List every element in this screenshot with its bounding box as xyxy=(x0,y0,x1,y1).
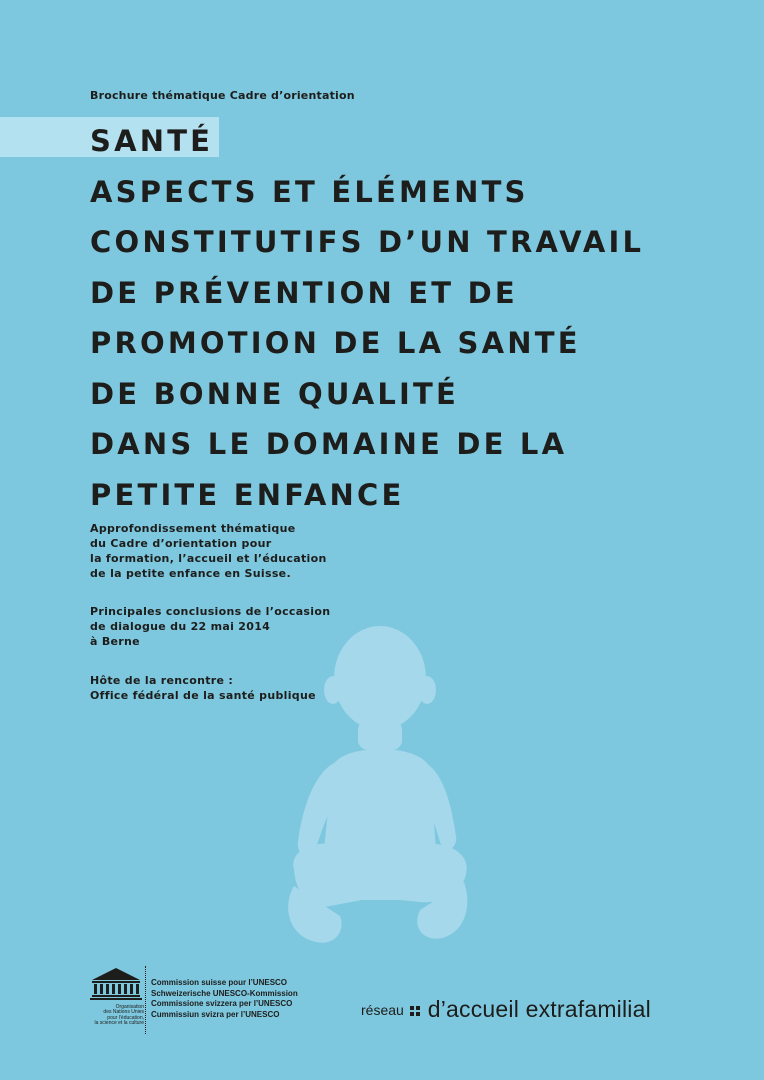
reseau-logo xyxy=(361,996,651,1023)
commission-line: Schweizerische UNESCO-Kommission xyxy=(151,988,298,998)
unesco-caption-line: la science et la culture xyxy=(94,1020,144,1027)
title-line: PETITE ENFANCE xyxy=(90,477,405,512)
unesco-caption xyxy=(80,1005,144,1027)
conclusions-line: à Berne xyxy=(90,635,140,648)
unesco-caption-line: pour l’éducation, xyxy=(107,1014,144,1021)
page-title xyxy=(90,116,750,520)
baby-silhouette-icon xyxy=(280,620,470,950)
commission-line: Commission suisse pour l’UNESCO xyxy=(151,978,288,987)
title-line: CONSTITUTIFS D’UN TRAVAIL xyxy=(90,225,645,259)
conclusions-line: Principales conclusions de l’occasion xyxy=(90,605,331,618)
intro-line: de la petite enfance en Suisse. xyxy=(90,567,291,580)
commission-line: Commissione svizzera per l’UNESCO xyxy=(151,999,293,1008)
title-line: SANTÉ xyxy=(90,124,214,158)
unesco-caption-line: Organisation xyxy=(115,1004,144,1010)
intro-line: la formation, l’accueil et l’éducation xyxy=(90,552,327,565)
commission-line: Cummissiun svizra per l’UNESCO xyxy=(151,1009,280,1019)
unesco-commission-block xyxy=(151,978,298,1020)
reseau-big-text: d’accueil extrafamilial xyxy=(427,996,651,1022)
title-line: ASPECTS ET ÉLÉMENTS xyxy=(90,174,529,209)
host-line: Hôte de la rencontre : xyxy=(90,674,234,687)
reseau-small-text: réseau xyxy=(361,1002,404,1018)
four-dots-icon xyxy=(410,1006,420,1016)
title-line: DE BONNE QUALITÉ xyxy=(90,376,459,411)
intro-line: Approfondissement thématique xyxy=(90,522,296,535)
unesco-divider xyxy=(145,966,146,1034)
title-line: DANS LE DOMAINE DE LA xyxy=(90,427,568,461)
conclusions-line: de dialogue du 22 mai 2014 xyxy=(90,620,271,633)
brochure-kicker: Brochure thématique Cadre d’orientation xyxy=(90,89,355,102)
unesco-caption-line: des Nations Unies xyxy=(103,1009,144,1016)
intro-line: du Cadre d’orientation pour xyxy=(90,537,272,550)
title-line: DE PRÉVENTION ET DE xyxy=(90,275,518,310)
title-line: PROMOTION DE LA SANTÉ xyxy=(90,326,581,360)
host-line: Office fédéral de la santé publique xyxy=(90,689,316,702)
intro-paragraph xyxy=(90,521,327,581)
